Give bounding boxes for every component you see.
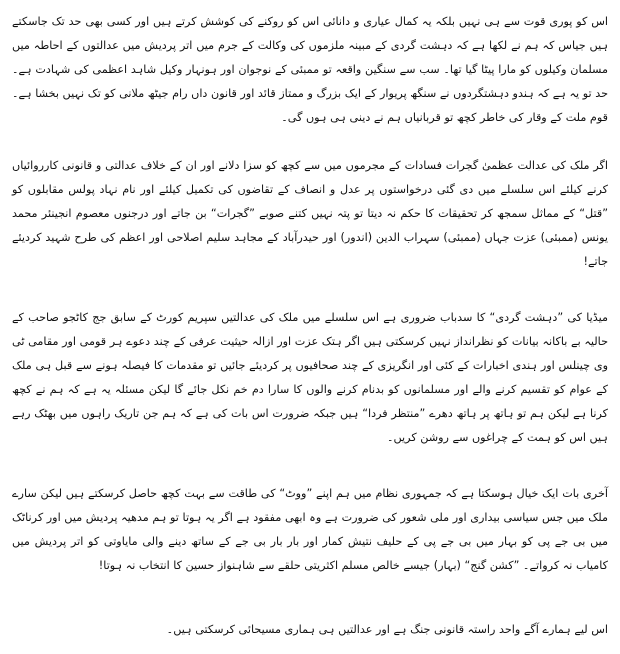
paragraph-3: میڈیا کی ”دہشت گردی“ کا سدباب ضروری ہے اس سلسلے میں ملک کی عدالتیں سپریم کورٹ کے سابق جج کاٹجو صاحب کے حالیہ بے باکانہ بیانات کو نظرانداز نہیں کرسکتی ہیں اگر ہتک عزت اور ازالہ حیثیت عرفی کے چند دعوے ہر قومی اور مقامی ٹی وی چینلس اور ہندی اخبارات کے کئی اور انگریزی کے چند صحافیوں پر کردیئے جائیں تو مقدمات کا فیصلہ ہونے سے قبل ہی ملک کے عوام کو تقسیم کرنے والے اور مسلمانوں کو بدنام کرنے والوں کا سارا دم خم نکل جائے گا لیکن مسئلہ یہ ہے کہ ہم نے کچھ کرنا ہے لیکن ہم تو ہاتھ پر ہاتھ دھرے ”منتظر فردا“ ہیں جبکہ ضرورت اس بات کی ہے کہ ہم جن تاریک راہوں میں بھٹک رہے ہیں اس کو ہمت کے چراغوں سے روشن کریں۔	[12, 311, 608, 444]
paragraph-2: اگر ملک کی عدالت عظمیٰ گجرات فسادات کے مجرموں میں سے کچھ کو سزا دلانے اور ان کے خلاف عدالتی و قانونی کارروائیاں کرنے کیلئے اس سلسلے میں دی گئی درخواستوں پر عدل و انصاف کے تقاضوں کی تکمیل کیلئے اور نام نہاد پولس مقابلوں کو ”قتل“ کے مماثل سمجھ کر تحقیقات کا حکم نہ دیتا تو پتہ نہیں کتنے صوبے ”گجرات“ بن جاتے اور درجنوں معصوم انجینئر محمد یونس (ممبئی) عزت جہاں (ممبئی) سہراب الدین (اندور) اور حیدرآباد کے مجاہد سلیم اصلاحی اور اعظم کی طرح شہید کردیئے جاتے!	[12, 159, 608, 268]
paragraph-1: اس کو پوری قوت سے ہی نہیں بلکہ یہ کمال عیاری و دانائی اس کو روکنے کی کوشش کرتے ہیں اور کسی بھی حد تک جاسکتے ہیں جیاس کہ ہم نے لکھا ہے کہ دہشت گردی کے مبینہ ملزموں کی وکالت کے جرم میں اتر پردیش میں عدالتوں کے احاطہ میں مسلمان وکیلوں کو مارا پیٹا گیا تھا۔ سب سے سنگین واقعہ تو ممبئی کے نوجوان اور ہونہار وکیل شاہد اعظمی کی شہادت ہے۔ حد تو یہ ہے کہ ہندو دہشتگردوں نے سنگھ پریوار کے ایک بزرگ و ممتاز قائد اور قانون داں رام جیٹھ ملانی کو تک نہیں بخشا ہے۔ قوم ملت کے وقار کی خاطر کچھ تو قربانیاں ہم نے دینی ہی ہوں گی۔	[12, 15, 608, 124]
paragraph-4: آخری بات ایک خیال ہوسکتا ہے کہ جمہوری نظام میں ہم اپنے ”ووٹ“ کی طاقت سے بہت کچھ حاصل کرسکتے ہیں لیکن سارے ملک میں جس سیاسی بیداری اور ملی شعور کی ضرورت ہے وہ ابھی مفقود ہے اگر یہ ہوتا تو ہم مدھیہ پردیش میں اور کرناٹک میں بی جے پی کو بہار میں بی جے پی کے حلیف نتیش کمار اور بار بار بی جے کے ساتھ دینے والی مایاوتی کو اتر پردیش میں کامیاب نہ کرواتے۔ ”کشن گنج“ (بہار) جیسے خالص مسلم اکثریتی حلقے سے شاہنواز حسین کا انتخاب نہ ہوتا!	[12, 487, 608, 572]
paragraph-5: اس لیے ہمارے آگے واحد راستہ قانونی جنگ ہے اور عدالتیں ہی ہماری مسیحائی کرسکتی ہیں۔	[166, 623, 608, 636]
